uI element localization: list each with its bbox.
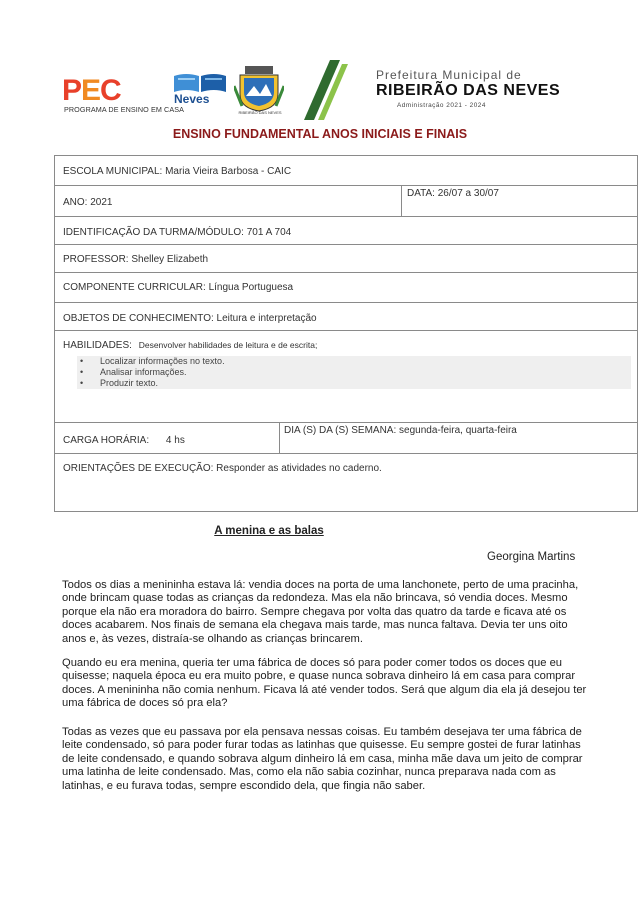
row-professor bbox=[55, 245, 637, 273]
carga-field bbox=[63, 435, 185, 446]
neves-wordmark: Neves bbox=[174, 92, 210, 106]
green-slash-icon bbox=[300, 60, 350, 120]
habilidades-list bbox=[77, 356, 631, 389]
story-paragraph-2: Quando eu era menina, queria ter uma fábrica de doces só para poder comer todos os doces que eu quisesse; naquela época eu era muito pobre, e quase nunca sobrava dinheiro lá em casa para comprar doces. A menininha não comia nenhum. Ficava lá até vender todos. Será que algum dia ela já desejou ter uma fábrica de doces só pra ela? bbox=[62, 657, 587, 710]
pec-wordmark: PEC bbox=[62, 74, 121, 107]
pec-logo bbox=[62, 72, 232, 116]
carga-label: CARGA HORÁRIA: bbox=[63, 435, 150, 446]
row-orientacoes bbox=[55, 454, 637, 511]
turma-field: IDENTIFICAÇÃO DA TURMA/MÓDULO: 701 A 704 bbox=[63, 227, 292, 238]
row-turma bbox=[55, 217, 637, 245]
objetos-field: OBJETOS DE CONHECIMENTO: Leitura e interpretação bbox=[63, 313, 317, 324]
list-item: • Analisar informações. bbox=[77, 367, 631, 378]
column-divider bbox=[279, 423, 280, 453]
pec-subtitle: PROGRAMA DE ENSINO EM CASA bbox=[64, 105, 185, 114]
list-item: • Localizar informações no texto. bbox=[77, 356, 631, 367]
prefeitura-title: Prefeitura Municipal de bbox=[376, 68, 522, 82]
habilidades-label: HABILIDADES: bbox=[63, 340, 132, 351]
row-carga-dias bbox=[55, 423, 637, 454]
prefeitura-city: RIBEIRÃO DAS NEVES bbox=[376, 82, 561, 99]
escola-field: ESCOLA MUNICIPAL: Maria Vieira Barbosa - CAIC bbox=[63, 166, 292, 177]
professor-field: PROFESSOR: Shelley Elizabeth bbox=[63, 254, 209, 265]
list-item: • Produzir texto. bbox=[77, 378, 631, 389]
row-componente bbox=[55, 273, 637, 303]
dias-field: DIA (S) DA (S) SEMANA: segunda-feira, quarta-feira bbox=[284, 425, 517, 436]
book-icon bbox=[172, 72, 228, 94]
crest-caption: RIBEIRÃO DAS NEVES bbox=[238, 110, 282, 115]
orientacoes-field: ORIENTAÇÕES DE EXECUÇÃO: Responder as atividades no caderno. bbox=[63, 463, 382, 474]
row-habilidades bbox=[55, 331, 637, 423]
carga-value: 4 hs bbox=[165, 435, 185, 446]
habilidades-desc: Desenvolver habilidades de leitura e de escrita; bbox=[138, 340, 318, 350]
column-divider bbox=[401, 186, 402, 216]
info-table bbox=[54, 155, 638, 512]
city-crest bbox=[234, 66, 284, 118]
prefeitura-admin: Administração 2021 - 2024 bbox=[397, 102, 486, 109]
row-objetos bbox=[55, 303, 637, 331]
story-author: Georgina Martins bbox=[487, 551, 576, 563]
document-title: ENSINO FUNDAMENTAL ANOS INICIAIS E FINAIS bbox=[172, 127, 468, 141]
story-paragraph-3: Todas as vezes que eu passava por ela pensava nessas coisas. Eu também desejava ter uma fábrica de leite condensado, só para poder furar todas as latinhas que quisesse. Eu sempre gostei de furar latinhas de leite condensado, e quando sobrava algum dinheiro lá em casa, minha mãe dava um jeito de comprar uma latinha de leite condensado. Mas, como ela não sabia cozinhar, nunca preparava nada com as latinhas, e eu furava todas, sempre escondido dela, que fingia não saber. bbox=[62, 726, 583, 792]
row-ano-data bbox=[55, 186, 637, 217]
ano-field: ANO: 2021 bbox=[63, 197, 113, 208]
crest-icon bbox=[234, 66, 284, 112]
componente-field: COMPONENTE CURRICULAR: Língua Portuguesa bbox=[63, 282, 294, 293]
habilidades-heading bbox=[63, 340, 317, 351]
data-field: DATA: 26/07 a 30/07 bbox=[407, 188, 499, 199]
story-title: A menina e as balas bbox=[214, 525, 324, 537]
page-header bbox=[0, 0, 640, 125]
story-paragraph-1: Todos os dias a menininha estava lá: vendia doces na porta de uma lanchonete, perto de uma pracinha, onde brincam quase todas as crianças da redondeza. Mas ela não brincava, só vendia doces. Mesmo porque ela não era moradora do bairro. Sempre chegava por volta das quatro da tarde e ficava até os doces acabarem. Nos finais de semana ela chegava mais tarde, mas nunca faltava. Devia ter uns oito anos e, às vezes, distraía-se olhando as crianças brincarem. bbox=[62, 579, 579, 645]
row-escola bbox=[55, 156, 637, 186]
